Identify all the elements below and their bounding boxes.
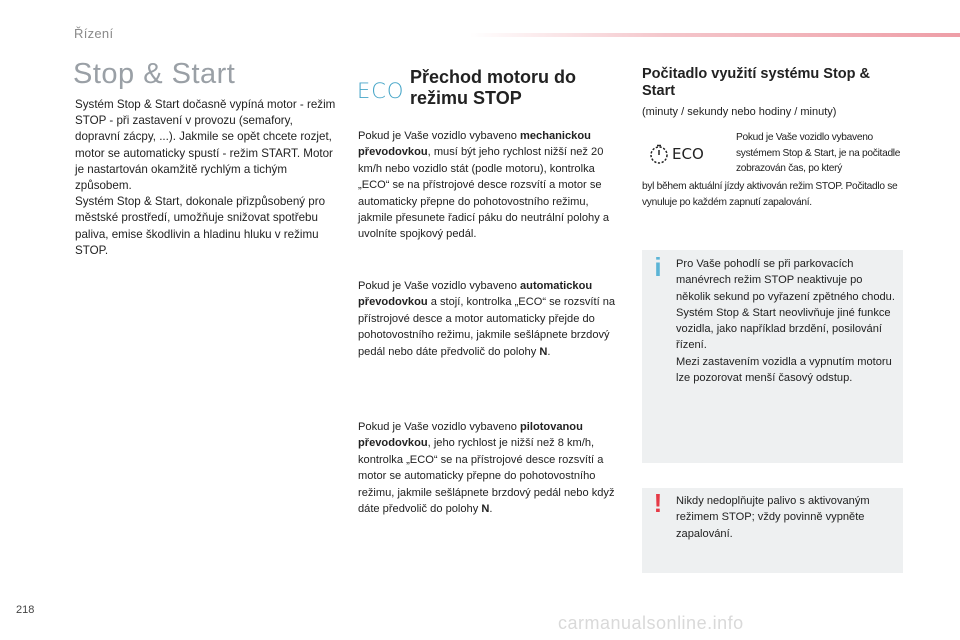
automatic-gearbox-text-end: .	[547, 345, 551, 358]
eco-indicator-icon: ECO	[357, 79, 405, 103]
manual-gearbox-bold: mechanickou převodovkou	[358, 130, 591, 159]
manual-gearbox-text-end: , musí být jeho rychlost nižší než 20 km/h nebo vozidlo stát (podle motoru), kontrolka „ECO“ se na přístrojové desce rozsvítí a motor se automaticky přepne do pohotovostního režimu, jakmile přesunete řadicí páku do neutrální polohy a uvolníte spojkový pedál.	[358, 146, 609, 241]
stop-mode-heading: Přechod motoru do režimu STOP	[410, 67, 576, 108]
warning-note-box	[642, 488, 903, 573]
header-accent-bar	[470, 33, 960, 37]
automatic-gearbox-position-n: N	[539, 345, 548, 358]
manual-gearbox-paragraph	[358, 128, 623, 243]
counter-description-start: Pokud je Vaše vozidlo vybaveno systémem Stop & Start, je na počitadle zobrazován čas, po který	[736, 132, 901, 174]
automatic-gearbox-bold: automatickou převodovkou	[358, 280, 593, 309]
intro-paragraph-2: Systém Stop & Start, dokonale přizpůsobený pro městské prostředí, umožňuje snižovat spotřebu paliva, emise škodlivin a hladinu hluku v režimu STOP.	[75, 195, 326, 257]
intro-paragraph-1: Systém Stop & Start dočasně vypíná motor - režim STOP - při zastavení v provozu (semafory, dopravní zácpy, ...). Jakmile se opět chcete rozjet, motor se automaticky spustí - režim START. Motor je nastartován okamžitě rychlým a tichým způsobem.	[75, 98, 336, 193]
stopwatch-icon	[648, 143, 670, 165]
page-number: 218	[16, 604, 35, 616]
counter-eco-label: ECO	[672, 145, 704, 163]
warning-icon: !	[653, 488, 663, 518]
automatic-gearbox-text-start: Pokud je Vaše vozidlo vybaveno	[358, 280, 520, 292]
section-header: Řízení	[74, 26, 114, 41]
warning-note-text: Nikdy nedoplňujte palivo s aktivovaným režimem STOP; vždy povinně vypněte zapalování.	[676, 495, 870, 540]
counter-subtitle: (minuty / sekundy nebo hodiny / minuty)	[642, 106, 837, 118]
info-note-text: Pro Vaše pohodlí se při parkovacích manévrech režim STOP neaktivuje po několik sekund po vyřazení zpětného chodu. Systém Stop & Start neovlivňuje jiné funkce vozidla, jako například brzdění, posilování řízení. Mezi zastavením vozidla a vypnutím motoru lze pozorovat menší časový odstup.	[676, 258, 895, 385]
piloted-gearbox-paragraph	[358, 419, 623, 517]
info-icon: i	[654, 252, 662, 282]
stop-start-timer-icon	[648, 143, 704, 165]
piloted-gearbox-position-n: N	[481, 503, 490, 516]
piloted-gearbox-text-end: .	[489, 503, 493, 516]
piloted-gearbox-text-mid: , jeho rychlost je nižší než 8 km/h, kontrolka „ECO“ se na přístrojové desce rozsvítí a motor se automaticky přepne do pohotovostního režimu, jakmile sešlápnete brzdový pedál nebo když dáte předvolič do polohy	[358, 437, 615, 516]
counter-heading: Počitadlo využití systému Stop & Start	[642, 66, 871, 99]
piloted-gearbox-bold: pilotovanou převodovkou	[358, 421, 583, 450]
automatic-gearbox-text-mid: a stojí, kontrolka „ECO“ se rozsvítí na přístrojové desce a motor automaticky přejde do pohotovostního režimu, jakmile sešlápnete brzdový pedál nebo dáte předvolič do polohy	[358, 296, 616, 358]
counter-description-end: byl během aktuální jízdy aktivován režim STOP. Počitadlo se vynuluje po každém zapnutí zapalování.	[642, 181, 898, 209]
piloted-gearbox-text-start: Pokud je Vaše vozidlo vybaveno	[358, 421, 520, 433]
manual-gearbox-text-start: Pokud je Vaše vozidlo vybaveno	[358, 130, 520, 142]
automatic-gearbox-paragraph	[358, 278, 623, 360]
watermark: carmanualsonline.info	[558, 613, 744, 633]
page-title: Stop & Start	[73, 58, 236, 90]
intro-text	[75, 97, 337, 259]
info-note-box	[642, 250, 903, 463]
